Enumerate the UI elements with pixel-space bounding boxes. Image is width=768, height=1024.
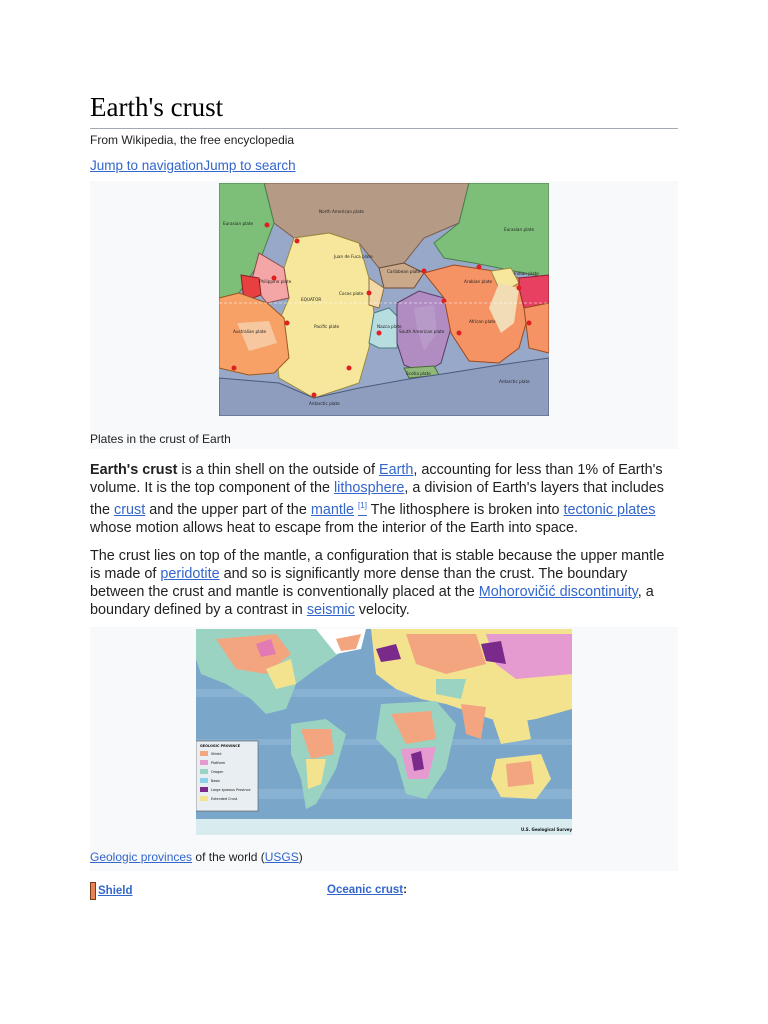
plate-label: North American plate [319,209,364,214]
plate-label: Eurasian plate [504,227,535,232]
text: is a thin shell on the outside of [177,462,380,478]
text: , a boundary defined by a contrast in [90,583,654,618]
legend-shield [90,882,133,900]
reference-link[interactable] [358,502,367,518]
plate-label: Antarctic plate [499,379,530,384]
geologic-provinces-link[interactable]: Geologic provinces [90,849,193,864]
geologic-map-svg [196,629,572,835]
plate-label: Scotia plate [406,371,431,376]
mantle-link[interactable]: mantle [310,501,355,518]
reference-sup: [1] [358,501,367,510]
page-title: Earth's crust [90,88,678,129]
figure-caption: Plates in the crust of Earth [90,432,231,446]
second-paragraph [90,547,678,619]
plate-label: Eurasian plate [223,221,254,226]
usgs-credit: U.S. Geological Survey [521,826,572,832]
lithosphere-link[interactable]: lithosphere [333,480,405,496]
caption-text: of the world ( [192,849,265,864]
oceanic-crust-link[interactable]: Oceanic crust [327,884,404,896]
plate-label: Australian plate [233,329,267,334]
plate-label: South American plate [399,329,445,334]
tectonic-plates-link[interactable]: tectonic plates [563,501,656,518]
plate-label: EQUATOR [301,297,322,302]
plate-label: Philippine plate [259,279,292,284]
text: The lithosphere is broken into [366,501,564,518]
legend-suffix: : [403,884,407,896]
legend-item: Platform [211,760,226,765]
earth-link[interactable]: Earth [379,462,414,478]
text: The crust lies on top of the mantle, a configuration that is stable because the upper mantle is made of [90,547,665,582]
plate-label: African plate [469,319,496,324]
plates-figure [90,181,678,449]
text: and so is significantly more dense than the crust. The boundary between the crust and mantle is conventionally placed at the [90,565,628,600]
text: , accounting for less than 1% of Earth's volume. It is the top component of the [90,462,663,496]
legend-item: Basin [211,778,221,783]
mohorovicic-link[interactable]: Mohorovičić discontinuity [478,583,638,600]
figure-caption [90,850,303,864]
jump-links [90,158,678,173]
legend-item: Large igneous Province [211,787,251,792]
geologic-provinces-figure [90,627,678,871]
text: whose motion allows heat to escape from the interior of the Earth into space. [90,519,578,536]
plate-label: Nazca plate [377,324,402,329]
jump-to-search-link[interactable]: Jump to search [203,158,296,173]
legend-oceanic [327,884,407,896]
legend-item: Shield [211,751,222,756]
seismic-link[interactable]: seismic [306,601,355,618]
tectonic-plates-map-svg [219,183,549,416]
plate-label: Indian plate [514,271,539,276]
peridotite-link[interactable]: peridotite [160,565,220,582]
bold-term: Earth's crust [90,462,178,478]
tectonic-plates-map-image[interactable] [219,183,549,416]
legend-item: Extended Crust [211,796,238,801]
shield-link[interactable]: Shield [98,885,133,898]
plate-label: Antarctic plate [309,401,340,406]
plate-label: Cocos plate [339,291,364,296]
plate-label: Pacific plate [314,324,340,329]
text: , a division of Earth's layers that includes the [90,480,664,518]
plate-label: Arabian plate [464,279,493,284]
intro-paragraph [90,461,678,537]
geologic-provinces-map-image[interactable] [196,629,572,835]
article [90,88,678,871]
jump-to-navigation-link[interactable]: Jump to navigation [90,158,204,173]
legend-item: Orogen [211,769,224,774]
plate-label: Juan de Fuca plate [334,254,373,259]
usgs-link[interactable]: USGS [264,849,299,864]
crust-link[interactable]: crust [114,501,146,518]
legend-title: GEOLOGIC PROVINCE [200,743,241,748]
text: and the upper part of the [145,501,311,518]
plate-label: Caribbean plate [387,269,421,274]
shield-swatch [90,882,96,900]
tagline: From Wikipedia, the free encyclopedia [90,133,295,147]
caption-text: ) [298,849,303,864]
text: velocity. [354,601,410,618]
